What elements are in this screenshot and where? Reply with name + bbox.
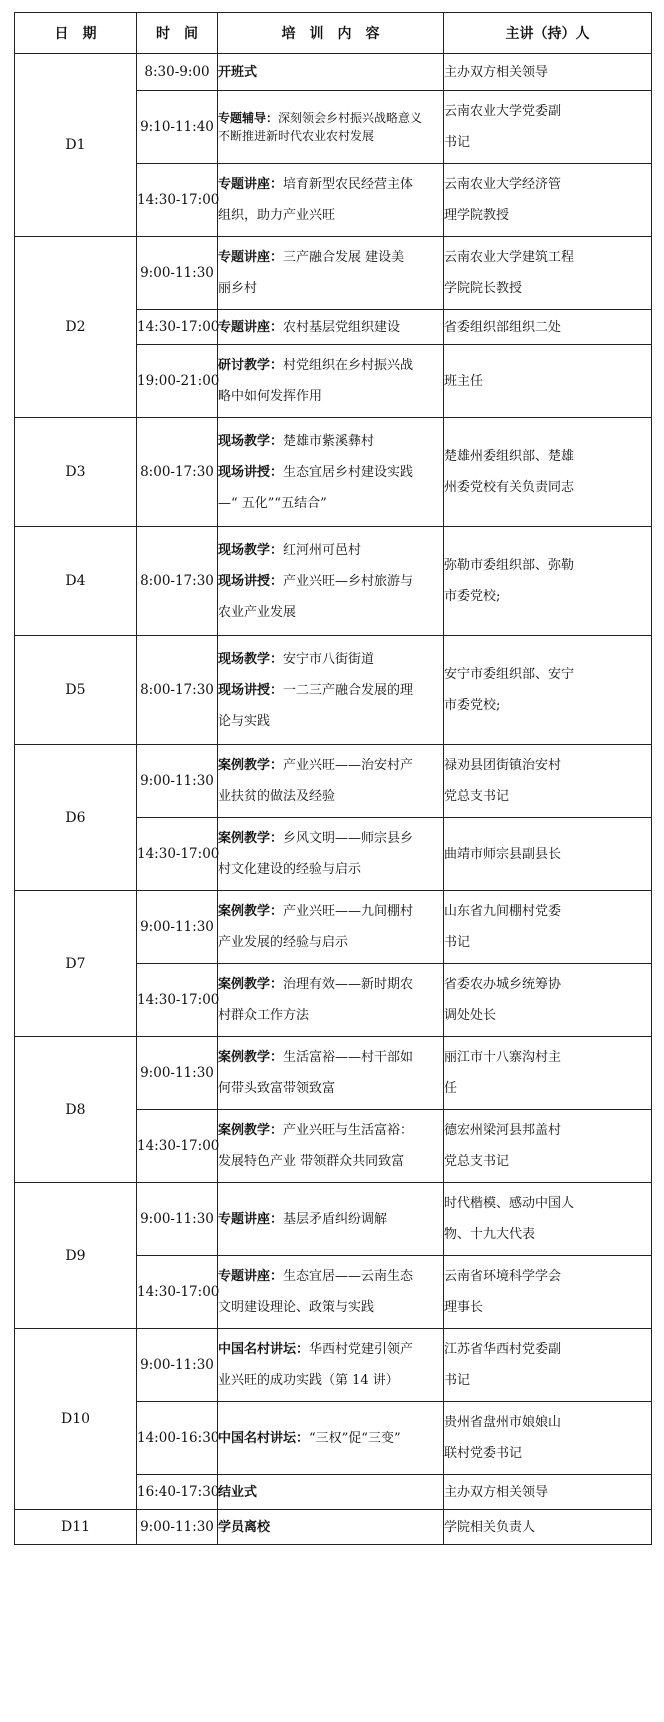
speaker-cell <box>444 1402 652 1475</box>
time-cell: 9:00-11:30 <box>137 891 218 964</box>
content-category-label: 专题讲座： <box>218 1269 284 1284</box>
day-cell: D9 <box>15 1183 137 1329</box>
speaker-line: 调处处长 <box>444 1008 497 1023</box>
content-cell <box>218 1037 444 1110</box>
content-cell <box>218 1402 444 1475</box>
content-text: 楚雄市紫溪彝村 <box>283 433 375 449</box>
time-cell: 8:00-17:30 <box>137 418 218 527</box>
content-line <box>218 896 443 927</box>
speaker-line: 班主任 <box>444 373 484 389</box>
content-category-label: 专题辅导： <box>218 111 279 125</box>
content-cell <box>218 636 444 745</box>
schedule-row <box>15 527 652 636</box>
speaker-line: 禄劝县团街镇治安村 <box>444 758 562 773</box>
speaker-cell <box>444 527 652 636</box>
content-line <box>218 1146 443 1177</box>
speaker-line: 德宏州梁河县邦盖村 <box>444 1123 562 1138</box>
time-cell: 14:00-16:30 <box>137 1402 218 1475</box>
training-schedule-table <box>14 12 652 1545</box>
content-text: 深刻领会乡村振兴战略意义 <box>278 111 423 125</box>
content-text: 乡风文明——师宗县乡 <box>283 831 414 846</box>
time-cell: 9:10-11:40 <box>137 91 218 164</box>
content-line <box>218 273 443 304</box>
day-cell: D1 <box>15 54 137 237</box>
speaker-line: 市委党校; <box>444 698 501 713</box>
time-cell: 9:00-11:30 <box>137 1037 218 1110</box>
speaker-cell <box>444 91 652 164</box>
speaker-cell <box>444 310 652 345</box>
content-line <box>218 169 443 200</box>
speaker-cell <box>444 54 652 91</box>
content-line <box>218 927 443 958</box>
time-cell: 9:00-11:30 <box>137 1183 218 1256</box>
schedule-row <box>15 418 652 527</box>
content-line <box>218 823 443 854</box>
content-line <box>218 350 443 381</box>
day-cell: D4 <box>15 527 137 636</box>
content-line <box>218 426 443 457</box>
content-text: 村党组织在乡村振兴战 <box>283 358 414 373</box>
speaker-line: 楚雄州委组织部、楚雄 <box>444 449 575 464</box>
content-cell <box>218 527 444 636</box>
content-line <box>218 242 443 273</box>
time-cell: 19:00-21:00 <box>137 345 218 418</box>
speaker-cell <box>444 745 652 818</box>
content-text: 组织，助力产业兴旺 <box>218 208 336 223</box>
content-cell <box>218 310 444 345</box>
content-line <box>218 706 443 737</box>
speaker-cell <box>444 1183 652 1256</box>
speaker-line: 市委党校; <box>444 589 501 604</box>
content-category-label: 案例教学： <box>218 1050 284 1065</box>
time-cell: 8:00-17:30 <box>137 636 218 745</box>
speaker-cell <box>444 818 652 891</box>
content-line <box>218 535 443 566</box>
content-cell <box>218 345 444 418</box>
content-cell <box>218 164 444 237</box>
content-text: 产业兴旺——九间棚村 <box>283 904 414 919</box>
content-category-label: 案例教学： <box>218 758 284 773</box>
time-cell: 9:00-11:30 <box>137 237 218 310</box>
speaker-line: 书记 <box>444 135 471 150</box>
schedule-row <box>15 237 652 310</box>
content-text: 产业兴旺——治安村产 <box>283 758 414 773</box>
content-line <box>218 1365 443 1396</box>
content-line <box>218 1292 443 1323</box>
speaker-cell <box>444 1510 652 1545</box>
content-category-label: 专题讲座： <box>218 1211 284 1227</box>
content-line <box>218 854 443 885</box>
speaker-line: 主办双方相关领导 <box>444 1484 549 1500</box>
content-category-label: 中国名村讲坛： <box>218 1342 310 1357</box>
content-cell <box>218 1183 444 1256</box>
content-text: 产业发展的经验与启示 <box>218 935 349 950</box>
content-line <box>218 488 443 519</box>
content-line <box>218 1477 443 1508</box>
content-line <box>218 1042 443 1073</box>
content-category-label: 案例教学： <box>218 1123 284 1138</box>
speaker-cell <box>444 1110 652 1183</box>
speaker-line: 理事长 <box>444 1300 484 1315</box>
speaker-line: 安宁市委组织部、安宁 <box>444 667 575 682</box>
content-category-label: 现场教学： <box>218 542 284 558</box>
day-cell: D2 <box>15 237 137 418</box>
content-category-label: 专题讲座： <box>218 177 284 192</box>
content-text: 基层矛盾纠纷调解 <box>283 1211 388 1227</box>
speaker-line: 学院院长教授 <box>444 281 523 296</box>
header-day: 日 期 <box>15 13 137 54</box>
content-line <box>218 1512 443 1543</box>
content-category-label: 现场讲授： <box>218 682 284 698</box>
content-line <box>218 566 443 597</box>
content-line <box>218 750 443 781</box>
content-line <box>218 57 443 88</box>
schedule-row <box>15 745 652 818</box>
content-text: 生态宜居乡村建设实践 <box>283 464 414 480</box>
speaker-line: 云南农业大学建筑工程 <box>444 250 575 265</box>
schedule-row <box>15 1329 652 1402</box>
content-line <box>218 644 443 675</box>
content-line <box>218 381 443 412</box>
content-cell <box>218 1256 444 1329</box>
content-text: 培育新型农民经营主体 <box>283 177 414 192</box>
schedule-row <box>15 1183 652 1256</box>
day-cell: D3 <box>15 418 137 527</box>
speaker-cell <box>444 891 652 964</box>
day-cell: D7 <box>15 891 137 1037</box>
content-text: “三权”促“三变” <box>309 1430 401 1446</box>
schedule-body <box>15 54 652 1545</box>
speaker-line: 贵州省盘州市娘娘山 <box>444 1415 562 1430</box>
content-category-label: 案例教学： <box>218 977 284 992</box>
schedule-row <box>15 1510 652 1545</box>
content-cell <box>218 745 444 818</box>
content-text: 一二三产融合发展的理 <box>283 682 414 698</box>
content-category-label: 结业式 <box>218 1484 258 1500</box>
time-cell: 8:30-9:00 <box>137 54 218 91</box>
content-cell <box>218 1329 444 1402</box>
content-cell <box>218 91 444 164</box>
content-text: 村文化建设的经验与启示 <box>218 862 362 877</box>
content-line <box>218 1423 443 1454</box>
time-cell: 14:30-17:00 <box>137 818 218 891</box>
day-cell: D6 <box>15 745 137 891</box>
speaker-line: 山东省九间棚村党委 <box>444 904 562 919</box>
content-cell <box>218 1110 444 1183</box>
day-cell: D11 <box>15 1510 137 1545</box>
content-text: 华西村党建引领产 <box>309 1342 414 1357</box>
content-text: 业扶贫的做法及经验 <box>218 789 336 804</box>
content-cell <box>218 1510 444 1545</box>
speaker-line: 学院相关负责人 <box>444 1519 536 1535</box>
content-category-label: 现场讲授： <box>218 573 284 589</box>
time-cell: 8:00-17:30 <box>137 527 218 636</box>
content-category-label: 现场讲授： <box>218 464 284 480</box>
speaker-line: 物、十九大代表 <box>444 1227 536 1242</box>
speaker-cell <box>444 1256 652 1329</box>
content-category-label: 专题讲座： <box>218 250 284 265</box>
content-cell <box>218 818 444 891</box>
content-text: 何带头致富带领致富 <box>218 1081 336 1096</box>
speaker-cell <box>444 164 652 237</box>
speaker-line: 弥勒市委组织部、弥勒 <box>444 558 575 573</box>
time-cell: 14:30-17:00 <box>137 310 218 345</box>
speaker-cell <box>444 237 652 310</box>
content-text: 生活富裕——村干部如 <box>283 1050 414 1065</box>
speaker-line: 时代楷模、感动中国人 <box>444 1196 575 1211</box>
speaker-line: 理学院教授 <box>444 208 510 223</box>
content-line <box>218 457 443 488</box>
header-row <box>15 13 652 54</box>
content-category-label: 现场教学： <box>218 651 284 667</box>
time-cell: 14:30-17:00 <box>137 1110 218 1183</box>
content-category-label: 专题讲座： <box>218 319 284 335</box>
header-speaker: 主讲（持）人 <box>444 13 652 54</box>
speaker-cell <box>444 418 652 527</box>
speaker-line: 省委组织部组织二处 <box>444 319 562 335</box>
content-category-label: 案例教学： <box>218 831 284 846</box>
speaker-line: 书记 <box>444 935 471 950</box>
content-line <box>218 109 443 127</box>
time-cell: 9:00-11:30 <box>137 1329 218 1402</box>
content-line <box>218 969 443 1000</box>
content-text: 发展特色产业 带领群众共同致富 <box>218 1154 405 1169</box>
time-cell: 9:00-11:30 <box>137 745 218 818</box>
content-cell <box>218 1475 444 1510</box>
content-line <box>218 1204 443 1235</box>
content-line <box>218 312 443 343</box>
content-text: 红河州可邑村 <box>283 542 362 558</box>
content-text: 安宁市八街街道 <box>283 651 375 667</box>
content-text: 业兴旺的成功实践（第 14 讲） <box>218 1373 399 1388</box>
speaker-line: 云南农业大学经济管 <box>444 177 562 192</box>
content-line <box>218 1115 443 1146</box>
content-line <box>218 781 443 812</box>
time-cell: 16:40-17:30 <box>137 1475 218 1510</box>
content-line <box>218 1334 443 1365</box>
speaker-line: 州委党校有关负责同志 <box>444 480 575 495</box>
speaker-line: 联村党委书记 <box>444 1446 523 1461</box>
content-text: 不断推进新时代农业农村发展 <box>218 129 375 143</box>
content-cell <box>218 891 444 964</box>
content-text: 产业兴旺与生活富裕： <box>283 1123 414 1138</box>
time-cell: 14:30-17:00 <box>137 164 218 237</box>
content-text: 产业兴旺—乡村旅游与 <box>283 573 414 589</box>
speaker-line: 省委农办城乡统筹协 <box>444 977 562 992</box>
schedule-row <box>15 54 652 91</box>
schedule-row <box>15 891 652 964</box>
content-cell <box>218 418 444 527</box>
content-text: 治理有效——新时期农 <box>283 977 414 992</box>
speaker-line: 党总支书记 <box>444 789 510 804</box>
content-line <box>218 1073 443 1104</box>
content-line <box>218 200 443 231</box>
content-category-label: 开班式 <box>218 64 258 80</box>
day-cell: D5 <box>15 636 137 745</box>
content-text: 略中如何发挥作用 <box>218 389 323 404</box>
content-category-label: 案例教学： <box>218 904 284 919</box>
speaker-line: 主办双方相关领导 <box>444 64 549 80</box>
content-category-label: 学员离校 <box>218 1519 271 1535</box>
content-line <box>218 1261 443 1292</box>
day-cell: D10 <box>15 1329 137 1510</box>
speaker-cell <box>444 345 652 418</box>
content-line <box>218 1000 443 1031</box>
schedule-row <box>15 1037 652 1110</box>
speaker-line: 曲靖市师宗县副县长 <box>444 846 562 862</box>
content-text: 生态宜居——云南生态 <box>283 1269 414 1284</box>
content-text: 论与实践 <box>218 713 271 729</box>
content-text: 丽乡村 <box>218 281 258 296</box>
content-text: 农村基层党组织建设 <box>283 319 401 335</box>
content-category-label: 中国名村讲坛： <box>218 1430 310 1446</box>
content-text: 农业产业发展 <box>218 604 297 620</box>
speaker-cell <box>444 1037 652 1110</box>
content-category-label: 现场教学： <box>218 433 284 449</box>
speaker-cell <box>444 1475 652 1510</box>
time-cell: 14:30-17:00 <box>137 1256 218 1329</box>
content-line <box>218 127 443 145</box>
content-text: 村群众工作方法 <box>218 1008 310 1023</box>
speaker-cell <box>444 964 652 1037</box>
content-cell <box>218 54 444 91</box>
time-cell: 9:00-11:30 <box>137 1510 218 1545</box>
content-cell <box>218 237 444 310</box>
content-line <box>218 597 443 628</box>
speaker-line: 丽江市十八寨沟村主 <box>444 1050 562 1065</box>
content-line <box>218 675 443 706</box>
content-text: —“ 五化”“五结合” <box>218 495 327 511</box>
content-text: 三产融合发展 建设美 <box>283 250 405 265</box>
content-text: 文明建设理论、政策与实践 <box>218 1300 375 1315</box>
header-time: 时 间 <box>137 13 218 54</box>
speaker-line: 云南农业大学党委副 <box>444 104 562 119</box>
day-cell: D8 <box>15 1037 137 1183</box>
speaker-cell <box>444 1329 652 1402</box>
speaker-line: 云南省环境科学学会 <box>444 1269 562 1284</box>
speaker-line: 书记 <box>444 1373 471 1388</box>
speaker-line: 江苏省华西村党委副 <box>444 1342 562 1357</box>
schedule-row <box>15 636 652 745</box>
content-category-label: 研讨教学： <box>218 358 284 373</box>
content-cell <box>218 964 444 1037</box>
speaker-line: 任 <box>444 1081 458 1096</box>
header-content: 培 训 内 容 <box>218 13 444 54</box>
speaker-cell <box>444 636 652 745</box>
time-cell: 14:30-17:00 <box>137 964 218 1037</box>
speaker-line: 党总支书记 <box>444 1154 510 1169</box>
